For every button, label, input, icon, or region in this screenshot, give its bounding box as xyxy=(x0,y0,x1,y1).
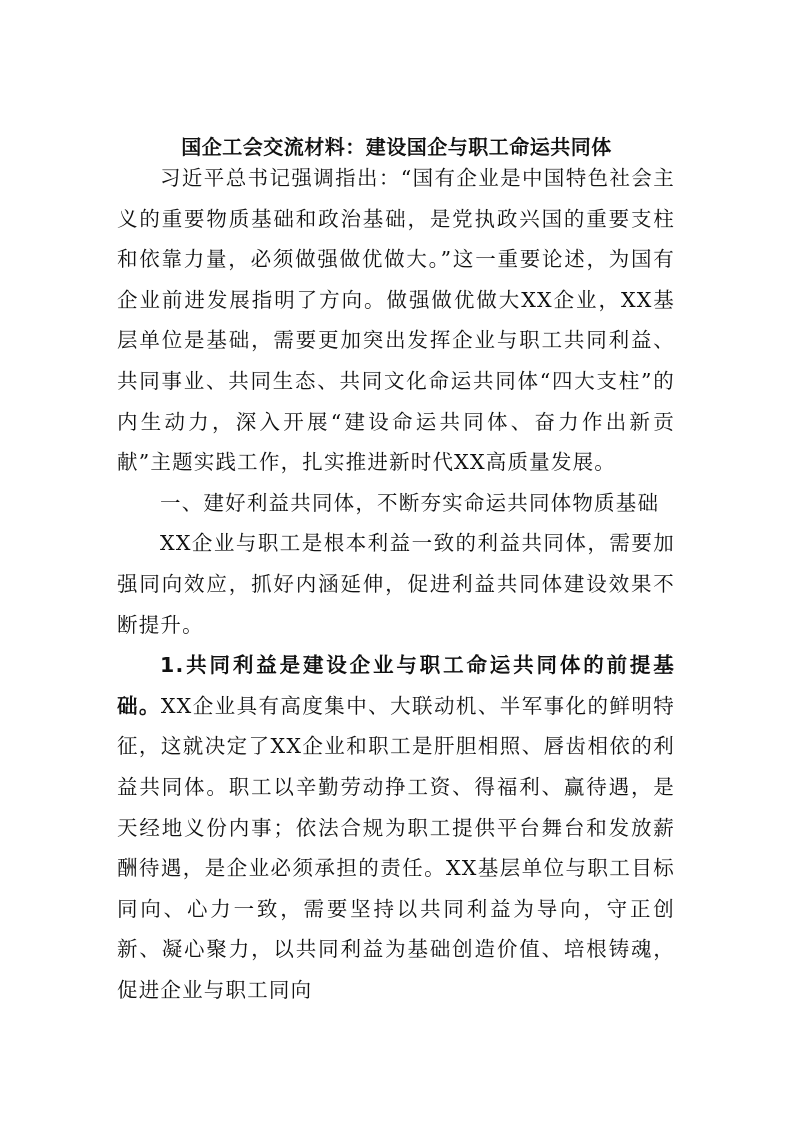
paragraph-subsection-1 xyxy=(117,645,675,1010)
subsection-1-body: XX企业具有高度集中、大联动机、半军事化的鲜明特征，这就决定了XX企业和职工是肝胆相照、唇齿相依的利益共同体。职工以辛勤劳动挣工资、得福利、赢待遇，是天经地义份内事；依法合规为职工提供平台舞台和发放薪酬待遇，是企业必须承担的责任。XX基层单位与职工目标同向、心力一致，需要坚持以共同利益为导向，守正创新、凝心聚力，以共同利益为基础创造价值、培根铸魂，促进企业与职工同向 xyxy=(117,693,675,1002)
section-heading-1: 一、建好利益共同体，不断夯实命运共同体物质基础 xyxy=(160,490,660,515)
subsection-1-lead: 1.共同利益是建设企业与职工命运共同体的前提基础。 xyxy=(117,653,675,718)
document-title: 国企工会交流材料：建设国企与职工命运共同体 xyxy=(181,135,612,159)
document-body xyxy=(117,158,675,1010)
paragraph-intro: 习近平总书记强调指出：“国有企业是中国特色社会主义的重要物质基础和政治基础，是党执政兴国的重要支柱和依靠力量，必须做强做优做大。”这一重要论述，为国有企业前进发展指明了方向。做强做优做大XX企业，XX基层单位是基础，需要更加突出发挥企业与职工共同利益、共同事业、共同生态、共同文化命运共同体“四大支柱”的内生动力，深入开展“建设命运共同体、奋力作出新贡献”主题实践工作，扎实推进新时代XX高质量发展。 xyxy=(117,166,675,475)
paragraph-section-1-intro: XX企业与职工是根本利益一致的利益共同体，需要加强同向效应，抓好内涵延伸，促进利益共同体建设效果不断提升。 xyxy=(117,531,675,637)
